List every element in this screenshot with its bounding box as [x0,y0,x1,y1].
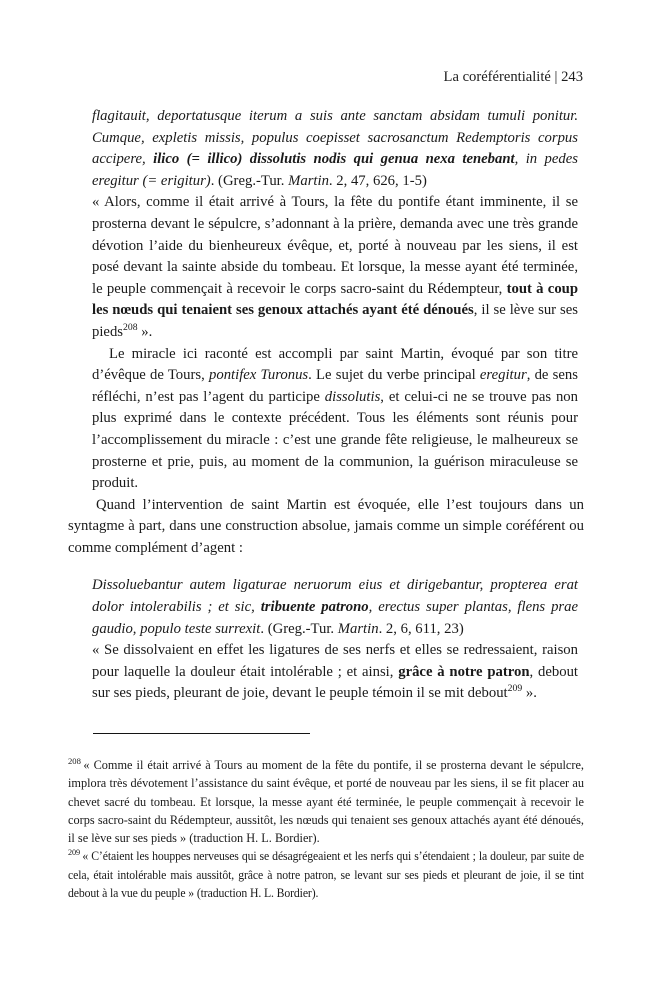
analysis-part-2: . Le sujet du verbe principal [308,367,480,384]
citation-open-1: . ( [210,172,223,189]
latin-term-dissolutis: dissolutis [324,388,381,405]
citation-open-2: . ( [260,620,273,637]
latin-text-part-1: flagitauit, deportatusque iterum a suis ante sanctam absidam tumuli ponitur. Cumque, expletis missis, populus coepisset sacrosanctum Redemptoris corpus accipere, [92,108,578,168]
footnote-marker-209[interactable]: 209 [507,683,523,695]
latin2-text-part-1: Dissoluebantur autem ligaturae neruorum eius et dirigebantur, propterea erat dolor intolerabilis ; et sic, [92,577,578,616]
footnote-separator-rule [93,733,310,734]
footnote-text-208: « Comme il était arrivé à Tours au moment de la fête du pontife, il se prosterna devant le sépulcre, implora très dévotement l’assistance du saint évêque, et porté de nouveau par les siens, il se fit placer au chevet sacré du tombeau. Et lorsque, la messe ayant été terminée, le peuple commençait à recevoir le corps sacro-saint du Rédempteur, aussitôt, les nœuds qui tenaient ses genoux attachés ayant été dénoués, il se lève sur ses pieds » (traduction H. L. Bordier). [68,758,584,846]
citation-author-2: Greg.-Tur. [272,620,338,637]
latin-citation-2 [92,575,578,640]
footnote-list [68,756,584,902]
footnote-text-209: « C’étaient les houppes nerveuses qui se désagrégeaient et les nerfs qui s’étendaient ; la douleur, par suite de cela, était intolérable mais aussitôt, grâce à notre patron, se levant sur ses pieds et pleurant de joie, il se tint debout à la vue du peuple » (traduction H. L. Bordier). [68,849,584,901]
footnote-number-209: 209 [68,847,80,858]
footnote-208 [68,756,584,847]
translation-emphasis-2: grâce à notre patron [398,663,530,680]
analysis-paragraph [92,344,578,495]
latin2-text-part-2: , erectus super plantas, flens prae gaudio, populo teste surrexit [92,599,578,637]
citation-work-1: Martin [288,172,329,189]
analysis-part-1: Le miracle ici raconté est accompli par saint Martin, évoqué par son titre d’évêque de Tours, [92,345,578,384]
latin-term-pontifex-turonus: pontifex Turonus [209,367,309,384]
latin-citation-1 [92,106,578,192]
translation-text-part-3: ». [137,323,153,340]
translation-text-part-2: , il se lève sur ses pieds [92,302,578,340]
page-content [68,106,584,705]
latin-term-eregitur: eregitur [479,367,527,384]
quotation-block-2 [68,575,584,705]
translation2-text-part-2: , debout sur ses pieds, pleurant de joie, devant le peuple témoin il se mit debout [92,663,578,702]
french-translation-1 [92,192,578,343]
analysis-part-3: , de sens réfléchi, n’est pas l’agent du participe [92,367,578,405]
footnote-209 [68,847,584,902]
citation-reference-2: . 2, 6, 611, 23) [378,620,464,637]
citation-reference-1: . 2, 47, 626, 1-5) [328,172,427,189]
latin-text-part-2: , in pedes eregitur (= erigitur) [92,151,579,189]
footnote-number-208: 208 [68,755,81,766]
running-head: La coréférentialité | 243 [443,69,583,85]
latin-emphasis-2: tribuente patrono [260,599,369,616]
translation2-text-part-3: ». [522,685,537,702]
french-translation-2 [92,640,578,705]
translation-text-part-1: « Alors, comme il était arrivé à Tours, la fête du pontife étant imminente, il se prosterna devant le sépulcre, s’adonnant à la prière, demanda avec une très grande dévotion l’aide du bienheureux évêque, et, porté à nouveau par les siens, il est posé devant la sainte abside du tombeau. Et lorsque, la messe ayant été terminée, le peuple commençait à recevoir le corps sacro-saint du Rédempteur, [92,194,578,297]
citation-work-2: Martin [337,620,379,637]
translation2-text-part-1: « Se dissolvaient en effet les ligatures de ses nerfs et elles se redressaient, raison pour laquelle la douleur était intolérable ; et ainsi, [92,642,578,680]
citation-author-1: Greg.-Tur. [222,172,289,189]
body-paragraph: Quand l’intervention de saint Martin est évoquée, elle l’est toujours dans un syntagme à part, dans une construction absolue, jamais comme un simple coréférent ou comme complément d’agent : [68,496,584,556]
quotation-block-1 [68,106,584,495]
footnote-section [68,733,584,902]
footnote-marker-208[interactable]: 208 [123,322,138,334]
analysis-part-4: , et celui-ci ne se trouve pas non plus exprimé dans le contexte précédent. Tous les éléments sont réunis pour l’accomplissement du miracle : c’est une grande fête religieuse, le malheureux se prosterne et prie, puis, au moment de la communion, la guérison miraculeuse se produit. [92,388,578,492]
translation-emphasis-1: tout à coup les nœuds qui tenaient ses genoux attachés ayant été dénoués [92,280,579,319]
latin-emphasis-1: ilico (= illico) dissolutis nodis qui genua nexa tenebant [153,151,515,168]
